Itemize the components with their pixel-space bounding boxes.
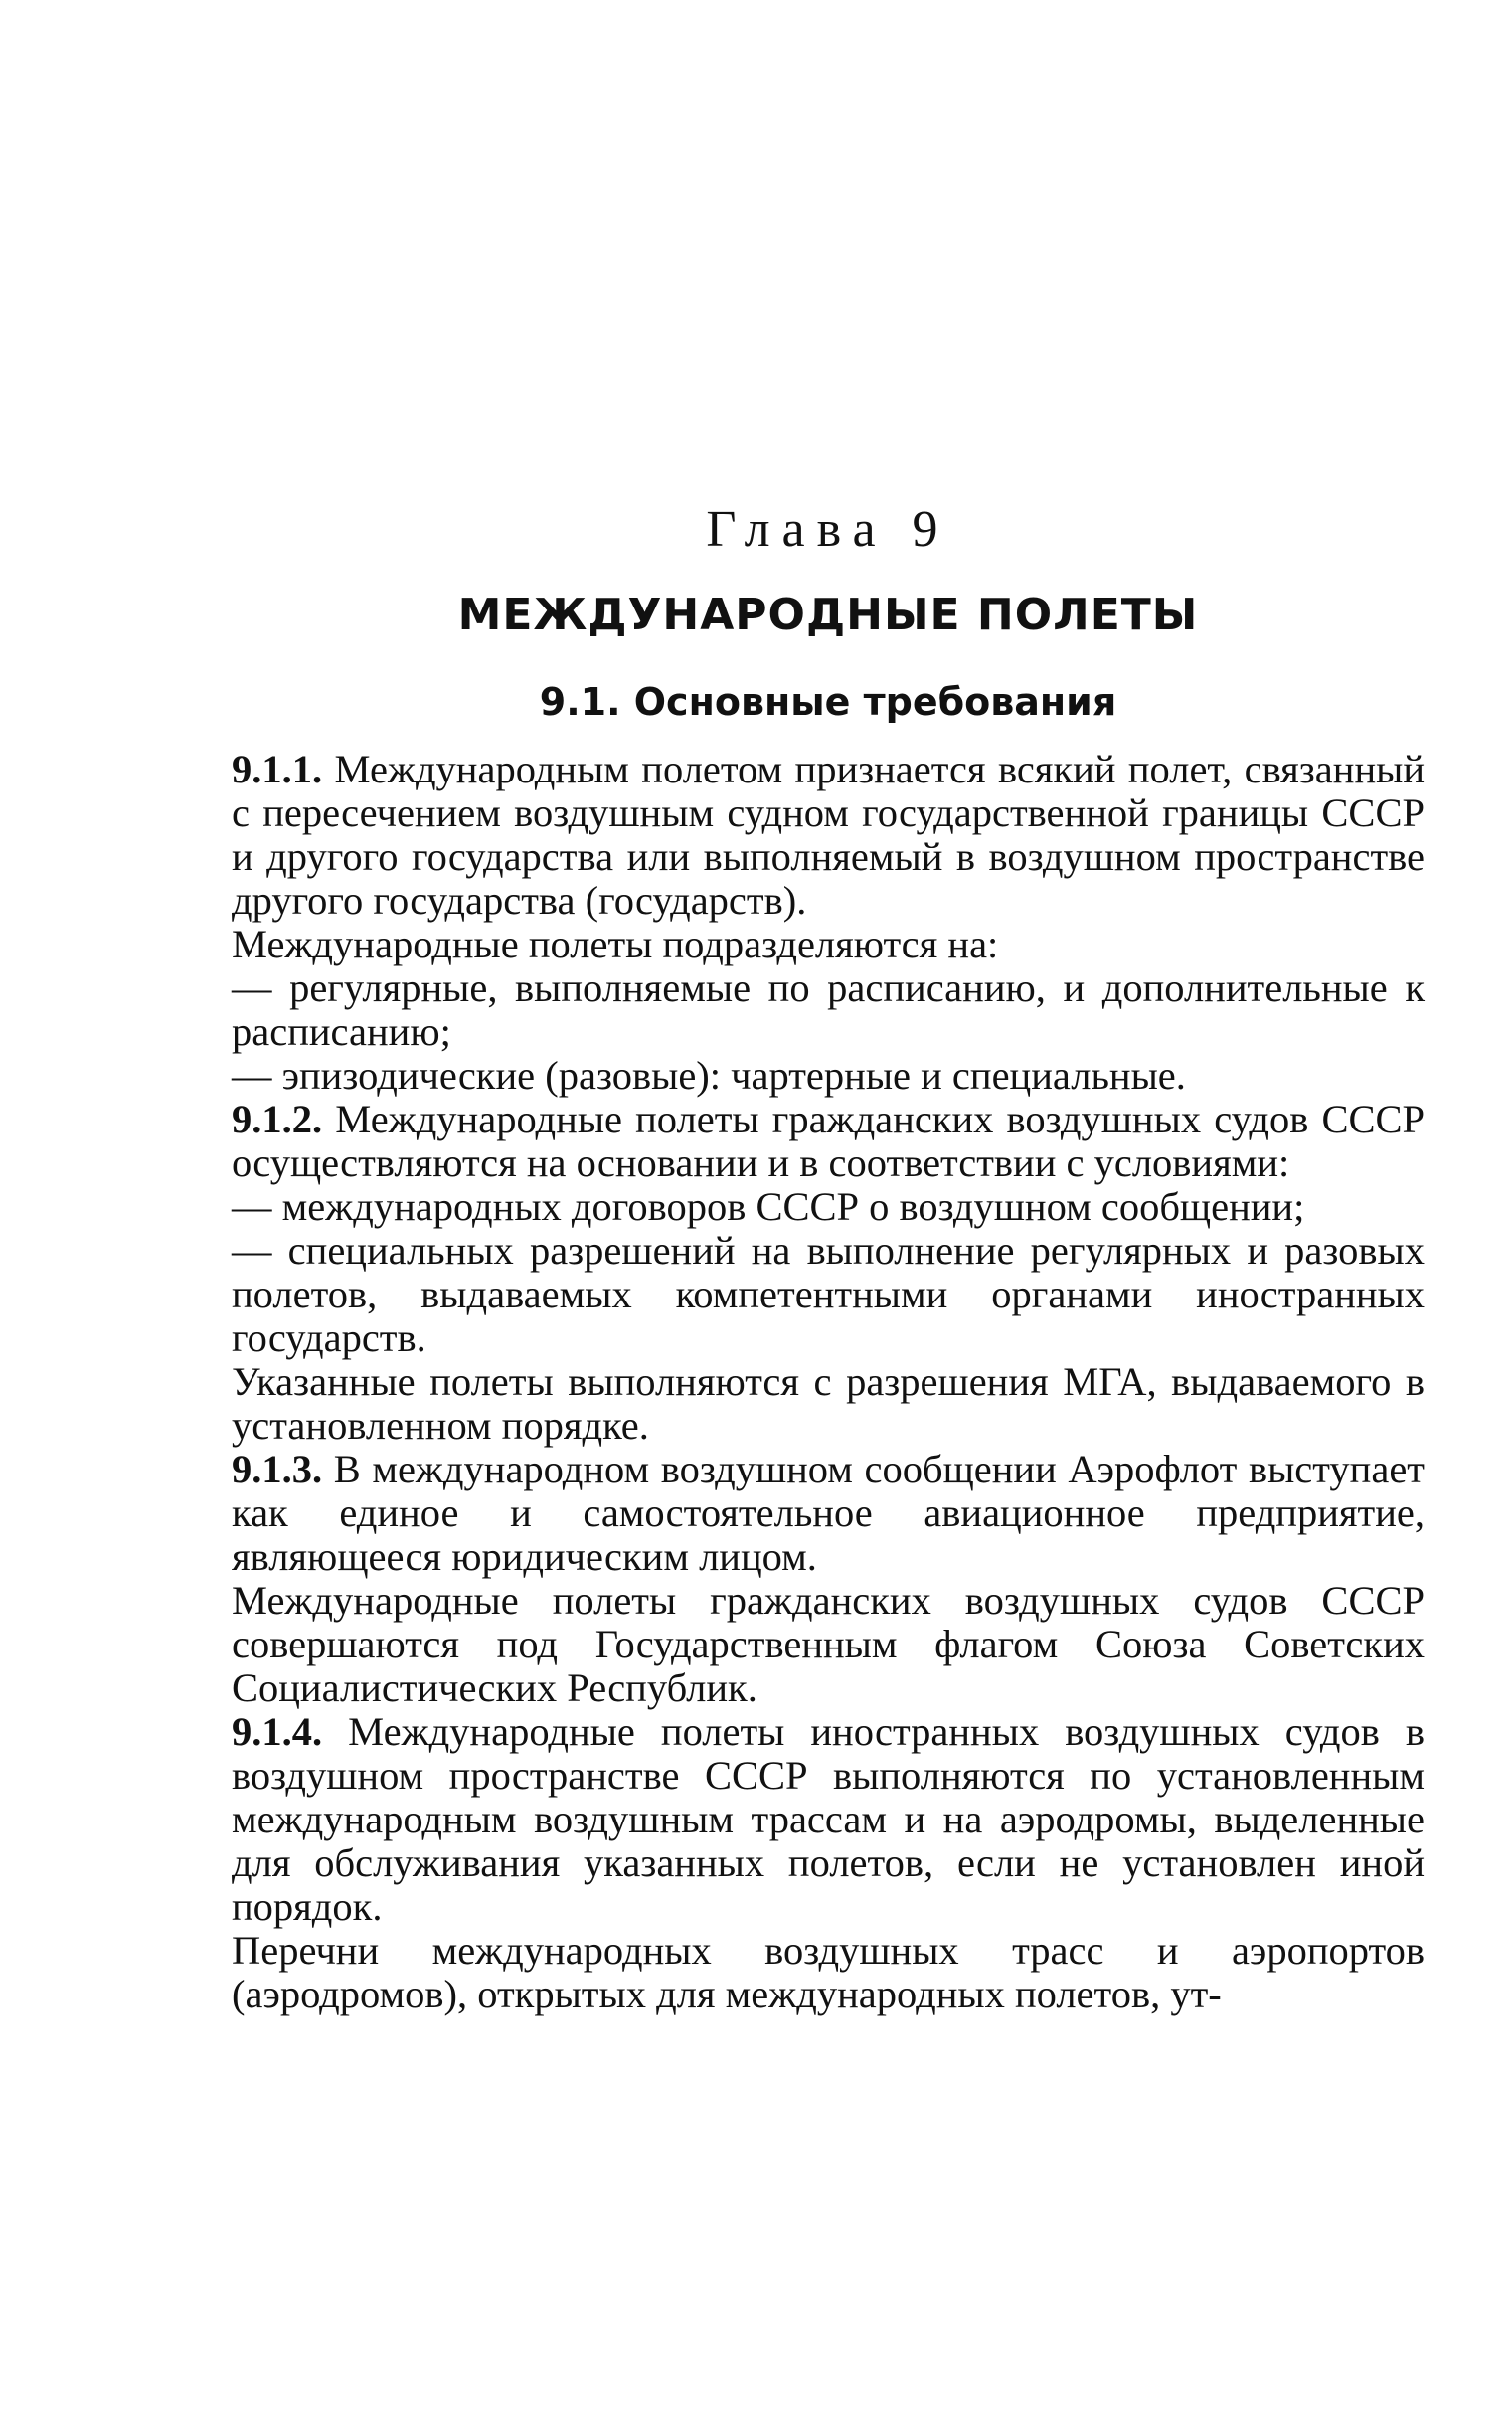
paragraph-text: Международные полеты иностранных воздушных судов в воздушном пространстве СССР выполняются по установленным международным воздушным трассам и на аэродромы, выделенные для обслуживания указанных полетов, если не установлен иной порядок. xyxy=(232,1709,1425,1929)
paragraph xyxy=(232,1929,1425,2016)
paragraph-text: Международные полеты подразделяются на: xyxy=(232,922,999,966)
paragraph-text: — международных договоров СССР о воздушном сообщении; xyxy=(232,1184,1305,1229)
paragraph-text: Международные полеты гражданских воздушных судов СССР совершаются под Государственным флагом Союза Советских Социалистических Республик. xyxy=(232,1578,1425,1710)
paragraph-text: — специальных разрешений на выполнение регулярных и разовых полетов, выдаваемых компетентными органами иностранных государств. xyxy=(232,1228,1425,1360)
body-text xyxy=(232,748,1425,2016)
paragraph xyxy=(232,923,1425,966)
chapter-title: МЕЖДУНАРОДНЫЕ ПОЛЕТЫ xyxy=(457,590,1199,640)
paragraph-text: Указанные полеты выполняются с разрешения МГА, выдаваемого в установленном порядке. xyxy=(232,1359,1425,1448)
paragraph-text: — эпизодические (разовые): чартерные и специальные. xyxy=(232,1053,1186,1098)
chapter-heading: Глава 9 xyxy=(706,501,950,558)
paragraph xyxy=(232,966,1425,1054)
paragraph xyxy=(232,1579,1425,1710)
clause-number: 9.1.3. xyxy=(232,1447,323,1491)
paragraph xyxy=(232,1229,1425,1360)
paragraph xyxy=(232,1360,1425,1448)
paragraph xyxy=(232,1054,1425,1098)
section-heading: 9.1. Основные требования xyxy=(539,680,1117,724)
paragraph-text: В международном воздушном сообщении Аэрофлот выступает как единое и самостоятельное авиационное предприятие, являющееся юридическим лицом. xyxy=(232,1447,1425,1579)
clause-number: 9.1.2. xyxy=(232,1097,323,1141)
paragraph xyxy=(232,1448,1425,1579)
paragraph-text: Международные полеты гражданских воздушных судов СССР осуществляются на основании и в соответствии с условиями: xyxy=(232,1097,1426,1185)
paragraph-text: Перечни международных воздушных трасс и аэропортов (аэродромов), открытых для международных полетов, ут- xyxy=(232,1928,1425,2016)
document-page xyxy=(232,497,1425,2016)
paragraph-text: Международным полетом признается всякий полет, связанный с пересечением воздушным судном государственной границы СССР и другого государства или выполняемый в воздушном пространстве другого государства (государств). xyxy=(232,747,1425,923)
paragraph xyxy=(232,1710,1425,1929)
paragraph xyxy=(232,748,1425,923)
clause-number: 9.1.1. xyxy=(232,747,323,791)
clause-number: 9.1.4. xyxy=(232,1709,323,1754)
paragraph-text: — регулярные, выполняемые по расписанию, и дополнительные к расписанию; xyxy=(232,965,1425,1054)
paragraph xyxy=(232,1098,1425,1185)
paragraph xyxy=(232,1185,1425,1229)
